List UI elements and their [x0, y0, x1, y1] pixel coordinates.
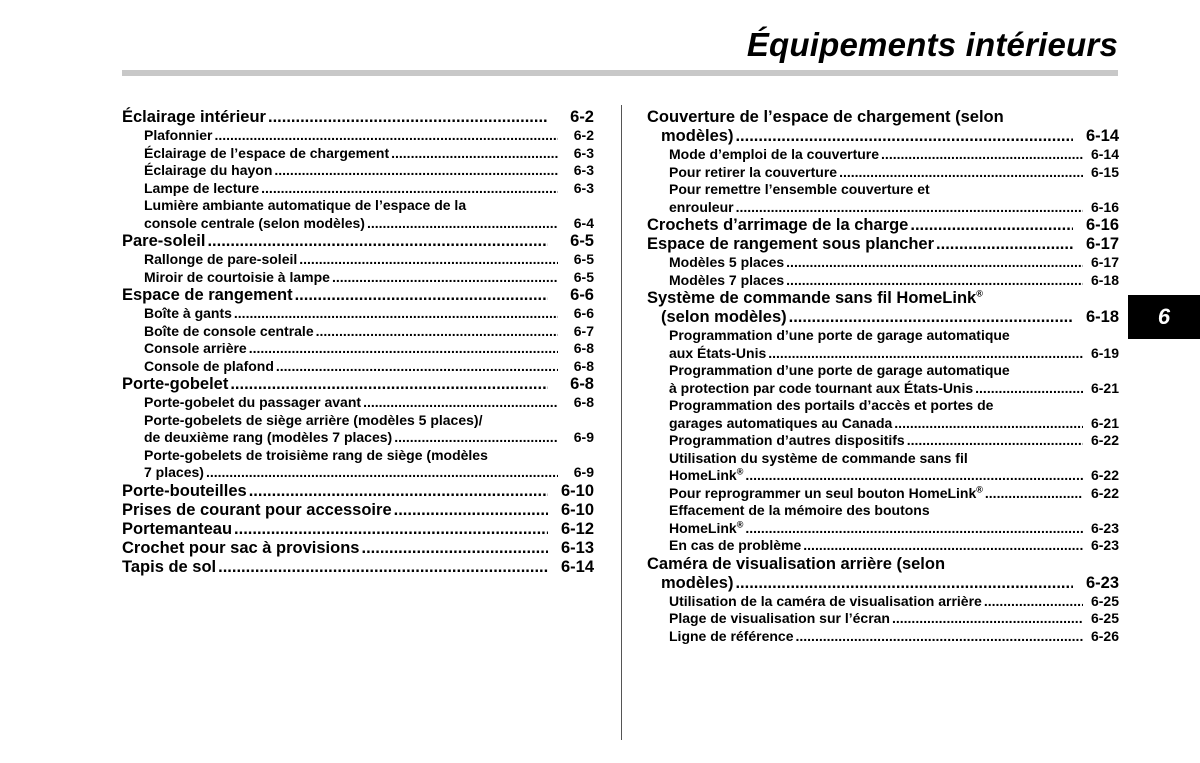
toc-entry-text: console centrale (selon modèles) [144, 214, 365, 231]
toc-left-column [122, 108, 594, 577]
dot-leader [735, 127, 1073, 146]
toc-entry-label [669, 628, 794, 646]
page-number: 6-3 [573, 144, 594, 161]
toc-row [122, 501, 594, 520]
toc-row [647, 345, 1119, 363]
dot-leader [745, 520, 1083, 538]
toc-entry-text: Modèles 7 places [669, 271, 785, 288]
toc-entry-label [144, 305, 232, 323]
toc-entry-text: (selon modèles) [661, 308, 787, 326]
toc-entry-label [122, 539, 359, 558]
dot-leader [207, 232, 548, 251]
toc-entry-label [669, 380, 973, 398]
toc-entry-text: Console de plafond [144, 357, 274, 374]
toc-row [647, 537, 1119, 555]
toc-entry-label [144, 162, 272, 180]
toc-row [122, 482, 594, 501]
toc-entry-text: Espace de rangement sous plancher [647, 235, 935, 253]
page-number: 6-26 [1090, 627, 1119, 644]
dot-leader [394, 429, 558, 447]
registered-mark: ® [736, 466, 744, 477]
toc-row [122, 108, 594, 127]
toc-entry-text: Porte-bouteilles [122, 481, 247, 500]
dot-leader [907, 432, 1083, 450]
page-number: 6-8 [570, 375, 594, 393]
toc-entry-label [647, 216, 908, 235]
toc-entry[interactable] [647, 485, 1119, 503]
toc-row [122, 251, 594, 269]
dot-leader [268, 108, 548, 127]
toc-entry[interactable] [647, 555, 1119, 593]
toc-entry-title-line [647, 450, 1119, 468]
dot-leader [363, 394, 558, 412]
toc-entry-text: Portemanteau [122, 519, 233, 538]
toc-entry-text: garages automatiques au Canada [669, 414, 893, 431]
dot-leader [261, 180, 558, 198]
page-number: 6-25 [1090, 610, 1119, 626]
page-number: 6-23 [1090, 537, 1119, 553]
page-number: 6-17 [1090, 254, 1119, 270]
toc-entry[interactable] [122, 323, 594, 341]
toc-entry-text: Éclairage intérieur [122, 108, 266, 126]
toc-entry-text: Crochets d’arrimage de la charge [647, 216, 909, 234]
toc-entry-text: Ligne de référence [669, 627, 794, 644]
dot-leader [768, 345, 1083, 363]
toc-row [647, 216, 1119, 235]
toc-entry[interactable] [122, 501, 594, 520]
toc-row [647, 628, 1119, 646]
dot-leader [803, 537, 1083, 555]
toc-entry-label [669, 432, 905, 450]
dot-leader [274, 162, 558, 180]
toc-row [122, 464, 594, 482]
dot-leader [206, 464, 558, 482]
toc-row [122, 162, 594, 180]
toc-entry[interactable] [647, 593, 1119, 611]
toc-entry-text: modèles) [661, 127, 734, 145]
page-number: 6-23 [1090, 519, 1119, 536]
toc-entry[interactable] [647, 502, 1119, 537]
toc-entry[interactable] [122, 108, 594, 127]
toc-entry[interactable] [122, 340, 594, 358]
toc-row [122, 358, 594, 376]
dot-leader [230, 375, 548, 394]
toc-entry-text: Effacement de la mémoire des boutons [669, 502, 930, 518]
toc-entry-label [144, 215, 365, 233]
toc-row [647, 593, 1119, 611]
toc-entry[interactable] [122, 162, 594, 180]
toc-entry[interactable] [647, 397, 1119, 432]
page-number: 6-8 [573, 340, 594, 356]
toc-entry-title-line [647, 362, 1119, 380]
toc-entry-label [661, 308, 787, 327]
page-title: Équipements intérieurs [746, 26, 1118, 63]
toc-entry-text: Caméra de visualisation arrière (selon [647, 554, 946, 573]
column-divider [621, 105, 622, 740]
toc-entry-label [144, 323, 314, 341]
toc-row [647, 574, 1119, 593]
toc-entry-text: Porte-gobelets de troisième rang de siège (modèles [144, 446, 488, 463]
dot-leader [214, 127, 558, 145]
page-number: 6-14 [560, 557, 594, 576]
toc-entry[interactable] [122, 412, 594, 447]
toc-entry[interactable] [122, 127, 594, 145]
page-number: 6-2 [570, 108, 594, 126]
registered-mark: ® [976, 288, 983, 299]
toc-entry-label [669, 485, 983, 503]
page-number: 6-5 [570, 232, 594, 250]
toc-entry[interactable] [647, 450, 1119, 485]
toc-entry[interactable] [122, 180, 594, 198]
toc-entry-text: Pour retirer la couverture [669, 163, 838, 180]
toc-entry-label [669, 610, 890, 628]
toc-entry-text: Rallonge de pare-soleil [144, 251, 298, 267]
page-number: 6-3 [573, 179, 594, 196]
page-number: 6-18 [1090, 271, 1119, 288]
page-number: 6-25 [1090, 592, 1119, 609]
toc-entry-text: aux États-Unis [669, 344, 767, 361]
dot-leader [218, 558, 548, 577]
page-number: 6-22 [1090, 467, 1119, 483]
toc-entry-label [669, 254, 784, 272]
toc-row [122, 305, 594, 323]
toc-entry-title-line [647, 397, 1119, 415]
dot-leader [839, 164, 1083, 182]
toc-row [122, 429, 594, 447]
toc-entry[interactable] [122, 520, 594, 539]
registered-mark: ® [736, 518, 744, 529]
toc-entry-label [144, 464, 204, 482]
toc-entry-text: Plafonnier [144, 127, 213, 143]
toc-row [647, 380, 1119, 398]
page-number: 6-12 [560, 519, 594, 538]
toc-entry-label [669, 164, 837, 182]
toc-entry-text: 7 places) [144, 464, 204, 480]
page-number: 6-2 [573, 127, 594, 143]
toc-entry[interactable] [647, 254, 1119, 272]
toc-entry-text: Console arrière [144, 340, 247, 356]
toc-row [122, 375, 594, 394]
toc-entry-label [669, 272, 784, 290]
dot-leader [361, 539, 548, 558]
dot-leader [786, 254, 1083, 272]
toc-entry[interactable] [122, 251, 594, 269]
toc-entry[interactable] [122, 305, 594, 323]
page-number: 6-6 [573, 305, 594, 321]
toc-entry-title-line [122, 197, 594, 215]
toc-entry[interactable] [647, 610, 1119, 628]
toc-entry-text: de deuxième rang (modèles 7 places) [144, 429, 393, 445]
toc-entry[interactable] [122, 232, 594, 251]
toc-entry[interactable] [122, 394, 594, 412]
toc-entry-text: Plage de visualisation sur l’écran [669, 610, 890, 626]
toc-row [122, 340, 594, 358]
toc-entry-label [669, 467, 743, 485]
toc-entry-label [144, 127, 212, 145]
page-number: 6-9 [573, 464, 594, 480]
toc-entry-text: Porte-gobelet du passager avant [144, 394, 362, 410]
toc-entry-label [144, 429, 392, 447]
chapter-tab[interactable]: 6 [1128, 295, 1200, 339]
toc-entry[interactable] [122, 286, 594, 305]
toc-entry-text: Prises de courant pour accessoire [122, 500, 392, 519]
toc-entry-label [669, 520, 743, 538]
toc-entry-text: Système de commande sans fil HomeLink [647, 289, 977, 307]
toc-entry-text: Pour reprogrammer un seul bouton HomeLink [669, 484, 977, 501]
toc-entry[interactable] [647, 108, 1119, 146]
toc-row [122, 269, 594, 287]
page-number: 6-16 [1085, 216, 1119, 234]
dot-leader [881, 146, 1083, 164]
toc-row [647, 308, 1119, 327]
page-number: 6-6 [570, 286, 594, 304]
dot-leader [894, 415, 1083, 433]
dot-leader [276, 358, 558, 376]
toc-row [122, 539, 594, 558]
toc-row [122, 127, 594, 145]
toc-entry-text: Boîte de console centrale [144, 322, 314, 339]
toc-entry-label [144, 180, 259, 198]
dot-leader [936, 235, 1073, 254]
toc-row [122, 286, 594, 305]
toc-entry-label [669, 415, 892, 433]
toc-entry[interactable] [122, 539, 594, 558]
toc-row [647, 520, 1119, 538]
toc-row [122, 215, 594, 233]
page-number: 6-14 [1085, 127, 1119, 145]
page-number: 6-15 [1090, 163, 1119, 180]
toc-entry-text: Crochet pour sac à provisions [122, 538, 360, 557]
toc-entry-title-line [122, 412, 594, 430]
toc-entry-text: En cas de problème [669, 537, 802, 553]
toc-entry-text: Éclairage du hayon [144, 162, 273, 178]
toc-entry-title-line [647, 502, 1119, 520]
dot-leader [745, 467, 1083, 485]
toc-entry-text: à protection par code tournant aux États-Unis [669, 379, 974, 396]
toc-entry[interactable] [122, 269, 594, 287]
toc-entry[interactable] [122, 145, 594, 163]
toc-row [647, 164, 1119, 182]
toc-entry-label [661, 127, 733, 146]
toc-entry[interactable] [647, 235, 1119, 254]
toc-entry-label [669, 593, 982, 611]
toc-entry-label [144, 358, 274, 376]
toc-entry-label [144, 269, 330, 287]
dot-leader [391, 145, 558, 163]
page-number: 6-23 [1085, 573, 1119, 592]
toc-entry-label [669, 345, 766, 363]
toc-row [647, 235, 1119, 254]
toc-entry[interactable] [647, 216, 1119, 235]
toc-row [647, 467, 1119, 485]
toc-row [122, 520, 594, 539]
page-number: 6-21 [1090, 414, 1119, 431]
toc-entry-label [122, 232, 205, 251]
toc-row [647, 127, 1119, 146]
page-number: 6-10 [560, 481, 594, 500]
toc-row [647, 610, 1119, 628]
toc-entry-text: enrouleur [669, 198, 734, 215]
toc-entry-text: Utilisation du système de commande sans fil [669, 449, 968, 466]
dot-leader [249, 482, 548, 501]
dot-leader [892, 610, 1083, 628]
page-number: 6-9 [573, 429, 594, 445]
toc-entry-label [122, 520, 232, 539]
toc-entry-text: Programmation des portails d’accès et portes de [669, 397, 994, 413]
title-rule [122, 70, 1118, 76]
dot-leader [735, 574, 1073, 593]
page-number: 6-8 [573, 394, 594, 410]
toc-entry-text: Porte-gobelets de siège arrière (modèles 5 places)/ [144, 411, 483, 428]
toc-entry-label [122, 501, 392, 520]
toc-entry-label [122, 375, 228, 394]
toc-entry-label [144, 145, 389, 163]
page-number: 6-22 [1090, 484, 1119, 501]
toc-right-column [647, 108, 1119, 645]
toc-entry-text: modèles) [661, 573, 734, 592]
toc-row [122, 394, 594, 412]
toc-entry-label [144, 251, 297, 269]
toc-entry-label [669, 537, 801, 555]
toc-entry[interactable] [122, 558, 594, 577]
toc-entry-text: Pare-soleil [122, 232, 206, 250]
dot-leader [910, 216, 1073, 235]
toc-row [122, 323, 594, 341]
page-number: 6-18 [1085, 308, 1119, 326]
toc-row [122, 180, 594, 198]
dot-leader [295, 286, 548, 305]
dot-leader [394, 501, 548, 520]
toc-entry-label [669, 146, 879, 164]
toc-entry-label [122, 286, 293, 305]
toc-entry-title-line [647, 555, 1119, 574]
toc-entry-label [144, 394, 361, 412]
toc-row [122, 145, 594, 163]
toc-entry-text: Utilisation de la caméra de visualisation arrière [669, 592, 982, 609]
toc-entry-text: Miroir de courtoisie à lampe [144, 268, 330, 285]
toc-entry[interactable] [647, 537, 1119, 555]
toc-entry-label [144, 340, 247, 358]
page-number: 6-5 [573, 251, 594, 267]
toc-entry-text: HomeLink [669, 467, 737, 483]
page-number: 6-16 [1090, 198, 1119, 215]
dot-leader [234, 305, 558, 323]
toc-entry-text: Programmation d’autres dispositifs [669, 432, 905, 448]
toc-entry-label [122, 108, 266, 127]
dot-leader [786, 272, 1083, 290]
toc-entry-label [647, 235, 934, 254]
dot-leader [299, 251, 558, 269]
toc-entry[interactable] [647, 164, 1119, 182]
toc-entry-text: Programmation d’une porte de garage automatique [669, 327, 1010, 343]
toc-entry-text: Lampe de lecture [144, 179, 260, 196]
page-number: 6-21 [1090, 379, 1119, 396]
dot-leader [796, 628, 1084, 646]
toc-entry[interactable] [122, 197, 594, 232]
dot-leader [789, 308, 1073, 327]
toc-row [647, 485, 1119, 503]
toc-entry-title-line [647, 327, 1119, 345]
toc-entry-text: Mode d’emploi de la couverture [669, 146, 880, 162]
toc-entry-label [669, 199, 734, 217]
toc-entry[interactable] [647, 146, 1119, 164]
toc-entry-text: Boîte à gants [144, 305, 232, 321]
dot-leader [367, 215, 558, 233]
toc-entry-text: Modèles 5 places [669, 254, 785, 270]
toc-entry-label [122, 482, 247, 501]
toc-entry[interactable] [647, 272, 1119, 290]
page-number: 6-22 [1090, 432, 1119, 448]
toc-entry[interactable] [647, 289, 1119, 327]
page-number: 6-13 [560, 538, 594, 557]
toc-entry[interactable] [647, 181, 1119, 216]
page-number: 6-5 [573, 268, 594, 285]
page-number: 6-8 [573, 357, 594, 374]
dot-leader [975, 380, 1083, 398]
page-number: 6-19 [1090, 344, 1119, 361]
toc-row [647, 199, 1119, 217]
toc-entry-title-line [122, 447, 594, 465]
dot-leader [984, 593, 1083, 611]
toc-entry[interactable] [647, 362, 1119, 397]
dot-leader [316, 323, 558, 341]
toc-row [122, 558, 594, 577]
page-number: 6-3 [573, 162, 594, 178]
dot-leader [985, 485, 1083, 503]
toc-entry[interactable] [647, 432, 1119, 450]
toc-entry[interactable] [122, 447, 594, 482]
toc-entry-text: HomeLink [669, 519, 737, 536]
toc-entry[interactable] [122, 358, 594, 376]
toc-entry[interactable] [122, 482, 594, 501]
page-number: 6-7 [573, 322, 594, 339]
toc-entry-text: Espace de rangement [122, 286, 293, 304]
dot-leader [249, 340, 558, 358]
dot-leader [234, 520, 548, 539]
toc-row [647, 146, 1119, 164]
dot-leader [736, 199, 1083, 217]
toc-entry-title-line [647, 108, 1119, 127]
page-number: 6-17 [1085, 235, 1119, 253]
toc-row [647, 272, 1119, 290]
toc-entry-text: Lumière ambiante automatique de l’espace de la [144, 197, 467, 213]
page-number: 6-4 [573, 214, 594, 231]
toc-entry[interactable] [122, 375, 594, 394]
toc-row [647, 415, 1119, 433]
registered-mark: ® [976, 483, 983, 494]
toc-entry-text: Éclairage de l’espace de chargement [144, 144, 390, 161]
page-number: 6-10 [560, 500, 594, 519]
toc-entry-label [122, 558, 216, 577]
toc-entry-label [661, 574, 733, 593]
toc-entry-text: Programmation d’une porte de garage automatique [669, 362, 1010, 378]
toc-entry[interactable] [647, 628, 1119, 646]
toc-entry[interactable] [647, 327, 1119, 362]
toc-entry-text: Porte-gobelet [122, 375, 229, 393]
toc-entry-title-line [647, 289, 1119, 308]
toc-row [122, 232, 594, 251]
toc-row [647, 254, 1119, 272]
page-number: 6-14 [1090, 146, 1119, 162]
toc-row [647, 432, 1119, 450]
toc-entry-text: Pour remettre l’ensemble couverture et [669, 181, 930, 197]
toc-entry-text: Couverture de l’espace de chargement (selon [647, 108, 1004, 126]
toc-entry-title-line [647, 181, 1119, 199]
toc-entry-text: Tapis de sol [122, 557, 217, 576]
dot-leader [332, 269, 558, 287]
